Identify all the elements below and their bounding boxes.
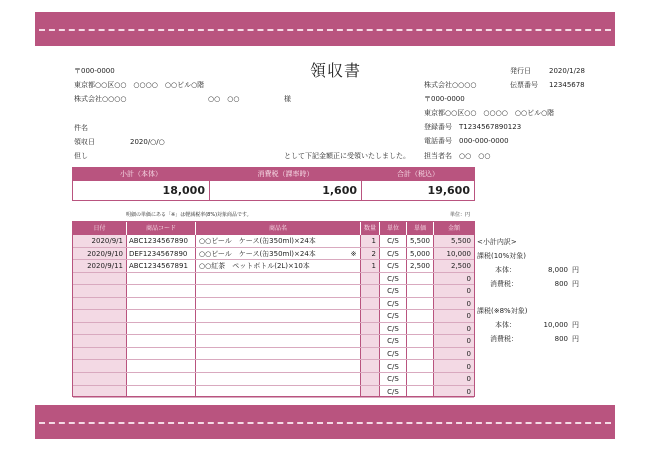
cell-code: ABC1234567890: [129, 237, 188, 245]
breakdown-heading: <小計内訳>: [477, 238, 517, 246]
tel-label: 電話番号: [424, 137, 452, 145]
tel-number: 000-000-0000: [459, 137, 509, 145]
cell-price: 2,500: [409, 262, 430, 271]
unit-text: 単位：円: [450, 212, 471, 218]
cell-date: [73, 273, 126, 286]
cell-mark: [347, 335, 360, 348]
cell-price: [407, 273, 433, 286]
col-qty: 数量: [361, 222, 379, 235]
recipient-address: 東京都○○区○○ ○○○○ ○○ビル○階: [74, 81, 205, 89]
cell-name: ○○ビール ケース(缶350ml)×24本: [199, 249, 316, 258]
cell-qty: [361, 298, 379, 311]
table-row: [73, 285, 474, 298]
cell-mark: [347, 323, 360, 336]
cell-name: [199, 361, 347, 374]
cell-qty: [361, 285, 379, 298]
cell-qty: [361, 323, 379, 336]
col-price: 単価: [407, 222, 433, 235]
cell-date: [73, 285, 126, 298]
cell-unit: C/S: [387, 262, 399, 271]
cell-date: [73, 310, 126, 323]
cell-mark: [347, 285, 360, 298]
cell-amount: 0: [466, 312, 471, 321]
cell-amount: 5,500: [450, 237, 471, 245]
cell-price: [407, 298, 433, 311]
issue-date-label: 発行日: [510, 67, 531, 75]
cell-unit: C/S: [387, 349, 399, 358]
cell-unit: C/S: [387, 299, 399, 308]
table-row: [73, 323, 474, 336]
cell-unit: C/S: [387, 375, 399, 384]
cell-code: [129, 285, 195, 298]
reduced-body: 10,000: [543, 321, 568, 329]
cell-price: 5,000: [409, 249, 430, 258]
cell-code: [129, 373, 195, 386]
cell-amount: 10,000: [446, 249, 471, 258]
table-row: [73, 335, 474, 348]
tax-value: 1,600: [322, 184, 357, 197]
cell-qty: [361, 310, 379, 323]
table-row: [73, 235, 474, 248]
staff-name: ○○ ○○: [459, 152, 491, 160]
slip-label: 伝票番号: [510, 81, 538, 89]
cell-date: [73, 386, 126, 399]
table-row: [73, 248, 474, 261]
cell-name: [199, 323, 347, 336]
receipt-text: として下記金額正に受領いたしました。: [284, 152, 410, 160]
col-date: 日付: [73, 222, 126, 235]
table-row: [73, 310, 474, 323]
cell-qty: [361, 348, 379, 361]
cell-amount: 0: [466, 375, 471, 384]
cell-qty: [361, 361, 379, 374]
standard-label: 課税(10%対象): [477, 252, 527, 260]
subtotal-value: 18,000: [162, 184, 205, 197]
cell-name: [199, 273, 347, 286]
issue-date: 2020/1/28: [549, 67, 585, 75]
cell-name: [199, 298, 347, 311]
col-amount: 金額: [434, 222, 474, 235]
table-row: [73, 260, 474, 273]
cell-date: [73, 361, 126, 374]
cell-unit: C/S: [387, 249, 399, 258]
cell-qty: 1: [371, 262, 376, 271]
cell-code: [129, 361, 195, 374]
reduced-tax: 800: [554, 335, 568, 343]
cell-unit: C/S: [387, 324, 399, 333]
cell-date: [73, 373, 126, 386]
yen-label: 円: [572, 335, 579, 343]
cell-amount: 0: [466, 362, 471, 371]
ribbon-stitch: [39, 29, 611, 31]
cell-price: [407, 386, 433, 399]
cell-name: [199, 285, 347, 298]
standard-tax-label: 消費税：: [490, 280, 518, 288]
cell-price: [407, 310, 433, 323]
cell-unit: C/S: [387, 337, 399, 346]
cell-qty: [361, 373, 379, 386]
cell-date: 2020/9/10: [87, 249, 123, 258]
standard-body-label: 本体：: [495, 266, 516, 274]
cell-amount: 0: [466, 349, 471, 358]
cell-name: [199, 373, 347, 386]
table-row: [73, 348, 474, 361]
yen-label: 円: [572, 266, 579, 274]
cell-qty: [361, 386, 379, 399]
cell-qty: [361, 273, 379, 286]
date-label: 領収日: [74, 138, 95, 146]
cell-date: [73, 348, 126, 361]
cell-name: [199, 335, 347, 348]
cell-code: [129, 298, 195, 311]
col-code: 商品コード: [127, 222, 195, 235]
cell-amount: 2,500: [450, 262, 471, 271]
yen-label: 円: [572, 280, 579, 288]
table-row: [73, 298, 474, 311]
issuer-company: 株式会社○○○○: [424, 81, 477, 89]
cell-price: [407, 361, 433, 374]
reduced-label: 課税(※8%対象): [477, 307, 528, 315]
standard-body: 8,000: [547, 266, 568, 274]
cell-unit: C/S: [387, 312, 399, 321]
cell-code: ABC1234567891: [129, 262, 188, 271]
cell-mark: [347, 298, 360, 311]
cell-date: [73, 298, 126, 311]
cell-unit: C/S: [387, 287, 399, 296]
items-table: [72, 221, 475, 397]
staff-label: 担当者名: [424, 152, 452, 160]
issuer-postal: 〒000-0000: [424, 95, 465, 103]
notice-text: 明細の単価にある「※」は軽減税率(8%)対象商品です。: [126, 212, 252, 218]
date-value: 2020/○/○: [130, 138, 165, 146]
cell-unit: C/S: [387, 237, 399, 245]
page-title: 領収書: [310, 61, 362, 80]
cell-date: [73, 335, 126, 348]
cell-qty: 2: [371, 249, 376, 258]
yen-label: 円: [572, 321, 579, 329]
cell-mark: [347, 235, 360, 248]
cell-price: [407, 373, 433, 386]
table-row: [73, 273, 474, 286]
cell-name: [199, 310, 347, 323]
cell-code: [129, 348, 195, 361]
top-ribbon: [35, 12, 615, 46]
col-name: 商品名: [196, 222, 360, 235]
cell-qty: 1: [371, 237, 376, 245]
subtotal-header: 小計（本体）: [73, 168, 209, 181]
cell-amount: 0: [466, 274, 471, 283]
cell-mark: [347, 386, 360, 399]
reg-label: 登録番号: [424, 123, 452, 131]
cell-mark: [347, 310, 360, 323]
reduced-tax-label: 消費税：: [490, 335, 518, 343]
cell-code: [129, 386, 195, 399]
cell-name: ○○紅茶 ペットボトル(2L)×10本: [199, 262, 310, 271]
honorific: 様: [284, 95, 291, 103]
table-row: [73, 373, 474, 386]
reduced-body-label: 本体：: [495, 321, 516, 329]
cell-mark: [347, 260, 360, 273]
recipient-company: 株式会社○○○○: [74, 95, 127, 103]
issuer-address: 東京都○○区○○ ○○○○ ○○ビル○階: [424, 109, 555, 117]
cell-amount: 0: [466, 324, 471, 333]
cell-code: [129, 310, 195, 323]
total-value: 19,600: [427, 184, 470, 197]
reg-number: T1234567890123: [459, 123, 522, 131]
table-row: [73, 361, 474, 374]
recipient-name: ○○ ○○: [208, 95, 240, 103]
summary-table: [72, 167, 475, 201]
cell-mark: [347, 273, 360, 286]
subject-label: 件名: [74, 124, 88, 132]
cell-amount: 0: [466, 299, 471, 308]
cell-code: [129, 335, 195, 348]
cell-price: [407, 323, 433, 336]
cell-code: DEF1234567890: [129, 249, 188, 258]
col-unit: 単位: [380, 222, 406, 235]
cell-code: [129, 323, 195, 336]
tax-header: 消費税（課率時）: [210, 168, 361, 181]
total-header: 合計（税込）: [362, 168, 474, 181]
cell-name: [199, 386, 347, 399]
ribbon-stitch: [39, 422, 611, 424]
memo-label: 但し: [74, 152, 88, 160]
cell-unit: C/S: [387, 387, 399, 396]
cell-unit: C/S: [387, 274, 399, 283]
recipient-postal: 〒000-0000: [74, 67, 115, 75]
cell-amount: 0: [466, 337, 471, 346]
cell-name: [199, 348, 347, 361]
cell-mark: [347, 373, 360, 386]
cell-date: 2020/9/1: [91, 237, 123, 245]
cell-price: 5,500: [409, 237, 430, 245]
cell-date: [73, 323, 126, 336]
cell-qty: [361, 335, 379, 348]
cell-name: ○○ビール ケース(缶350ml)×24本: [199, 237, 316, 245]
slip-number: 12345678: [549, 81, 585, 89]
cell-unit: C/S: [387, 362, 399, 371]
standard-tax: 800: [554, 280, 568, 288]
cell-price: [407, 348, 433, 361]
cell-mark: [347, 348, 360, 361]
cell-amount: 0: [466, 387, 471, 396]
cell-code: [129, 273, 195, 286]
cell-amount: 0: [466, 287, 471, 296]
table-row: [73, 386, 474, 399]
bottom-ribbon: [35, 405, 615, 439]
cell-price: [407, 335, 433, 348]
cell-date: 2020/9/11: [87, 262, 123, 271]
cell-mark: ※: [350, 249, 357, 258]
cell-price: [407, 285, 433, 298]
cell-mark: [347, 361, 360, 374]
